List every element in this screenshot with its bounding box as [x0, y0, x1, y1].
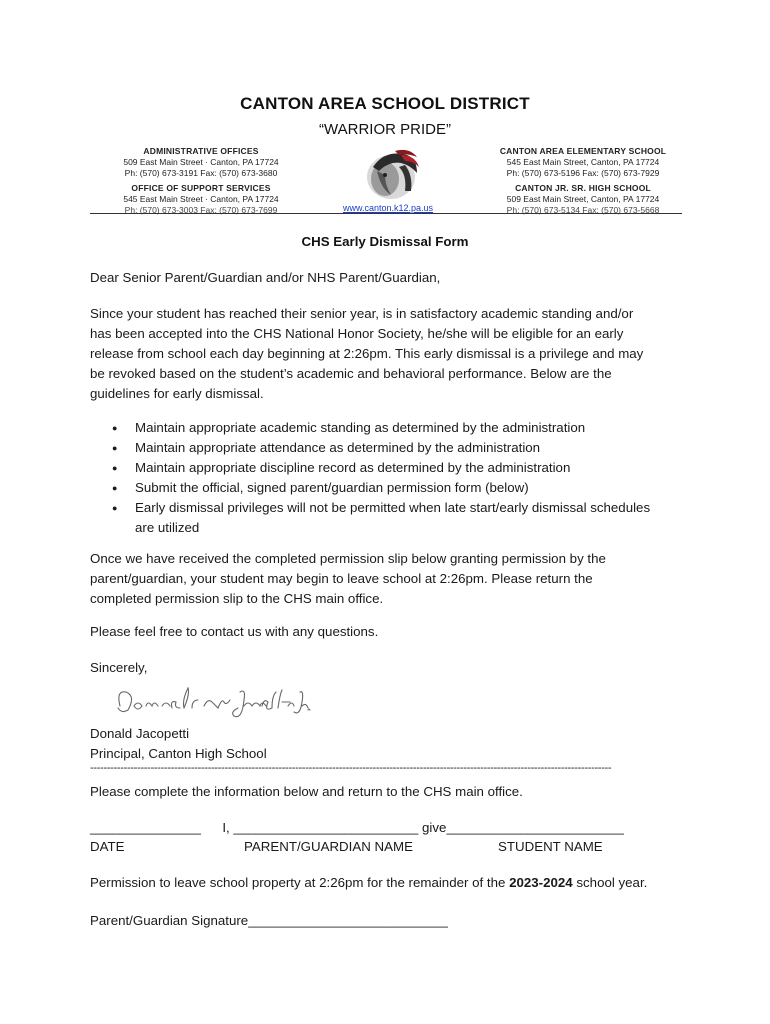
date-field[interactable]: _______________ [90, 820, 201, 835]
intro-line: be revoked based on the student’s academic and behavioral performance. Below are the [90, 366, 612, 381]
intro-line: guidelines for early dismissal. [90, 386, 264, 401]
header-divider [90, 213, 682, 214]
once-line: Once we have received the completed permission slip below granting permission by the [90, 551, 606, 566]
list-item: ● Maintain appropriate discipline record as determined by the administration [90, 458, 680, 478]
contact-text: Please feel free to contact us with any questions. [90, 624, 379, 639]
student-name-label: STUDENT NAME [498, 839, 603, 854]
list-item-text: are utilized [135, 520, 200, 535]
office-phone: Ph: (570) 673-3003 Fax: (570) 673-7699 [124, 205, 278, 215]
closing-text: Sincerely, [90, 660, 148, 675]
office-block-administrative [96, 146, 306, 179]
office-phone: Ph: (570) 673-3191 Fax: (570) 673-3680 [124, 168, 278, 178]
intro-line: Since your student has reached their senior year, is in satisfactory academic standing and/or [90, 306, 634, 321]
office-block-elementary [478, 146, 688, 179]
form-title: CHS Early Dismissal Form [301, 234, 469, 249]
once-line: parent/guardian, your student may begin to leave school at 2:26pm. Please return the [90, 571, 593, 586]
office-phone: Ph: (570) 673-5134 Fax: (570) 673-5668 [506, 205, 660, 215]
salutation: Dear Senior Parent/Guardian and/or NHS Parent/Guardian, [90, 270, 441, 285]
principal-signature [112, 682, 312, 720]
list-item: ● Maintain appropriate academic standing as determined by the administration [90, 418, 680, 438]
district-motto: “WARRIOR PRIDE” [319, 121, 451, 138]
office-name: ADMINISTRATIVE OFFICES [143, 146, 259, 156]
fill-in-line [90, 818, 680, 838]
student-name-field[interactable]: ________________________ [446, 820, 624, 835]
permission-prefix: Permission to leave school property at 2:26pm for the remainder of the [90, 875, 506, 890]
intro-line: release from school each day beginning at 2:26pm. This early dismissal is a privilege and may [90, 346, 644, 361]
intro-line: has been accepted into the CHS National Honor Society, he/she will be eligible for an early [90, 326, 624, 341]
list-item [90, 498, 680, 538]
once-line: completed permission slip to the CHS main office. [90, 591, 384, 606]
list-item-text: Early dismissal privileges will not be permitted when late start/early dismissal schedules [135, 500, 651, 515]
signer-title: Principal, Canton High School [90, 746, 267, 761]
office-address: 509 East Main Street, Canton, PA 17724 [506, 194, 660, 204]
parent-signature-line [90, 911, 680, 931]
guidelines-list [90, 418, 680, 538]
signer-block [90, 724, 680, 764]
parent-name-label: PARENT/GUARDIAN NAME [244, 839, 413, 854]
office-block-support [96, 183, 306, 216]
district-website-link[interactable]: www.canton.k12.pa.us [342, 203, 434, 213]
give-text: give [422, 820, 447, 835]
i-text: I, [222, 820, 230, 835]
permission-suffix: school year. [576, 875, 648, 890]
permission-paragraph [90, 549, 680, 609]
permission-statement [90, 873, 680, 893]
list-item: ● Maintain appropriate attendance as determined by the administration [90, 438, 680, 458]
office-name: CANTON AREA ELEMENTARY SCHOOL [499, 146, 667, 156]
signature-label: Parent/Guardian Signature [90, 913, 249, 928]
office-block-highschool [478, 183, 688, 216]
office-address: 545 East Main Street, Canton, PA 17724 [506, 157, 660, 167]
office-address: 509 East Main Street · Canton, PA 17724 [123, 157, 279, 167]
office-name: CANTON JR. SR. HIGH SCHOOL [515, 183, 651, 193]
intro-paragraph [90, 304, 680, 404]
date-label: DATE [90, 839, 125, 854]
office-address: 545 East Main Street · Canton, PA 17724 [123, 194, 279, 204]
district-title: CANTON AREA SCHOOL DISTRICT [240, 94, 530, 113]
list-item: ● Submit the official, signed parent/guardian permission form (below) [90, 478, 680, 498]
return-instruction: Please complete the information below and return to the CHS main office. [90, 784, 523, 799]
parent-name-field[interactable]: _________________________ [233, 820, 419, 835]
parent-signature-field[interactable]: ___________________________ [248, 913, 448, 928]
signer-name: Donald Jacopetti [90, 726, 190, 741]
office-phone: Ph: (570) 673-5196 Fax: (570) 673-7929 [506, 168, 660, 178]
school-year: 2023-2024 [509, 875, 573, 890]
cut-line: ----------------------------------------------------------------------------------------------------------------------------------------------------------- [90, 762, 612, 774]
warrior-logo-icon [355, 145, 425, 201]
office-name: OFFICE OF SUPPORT SERVICES [131, 183, 271, 193]
